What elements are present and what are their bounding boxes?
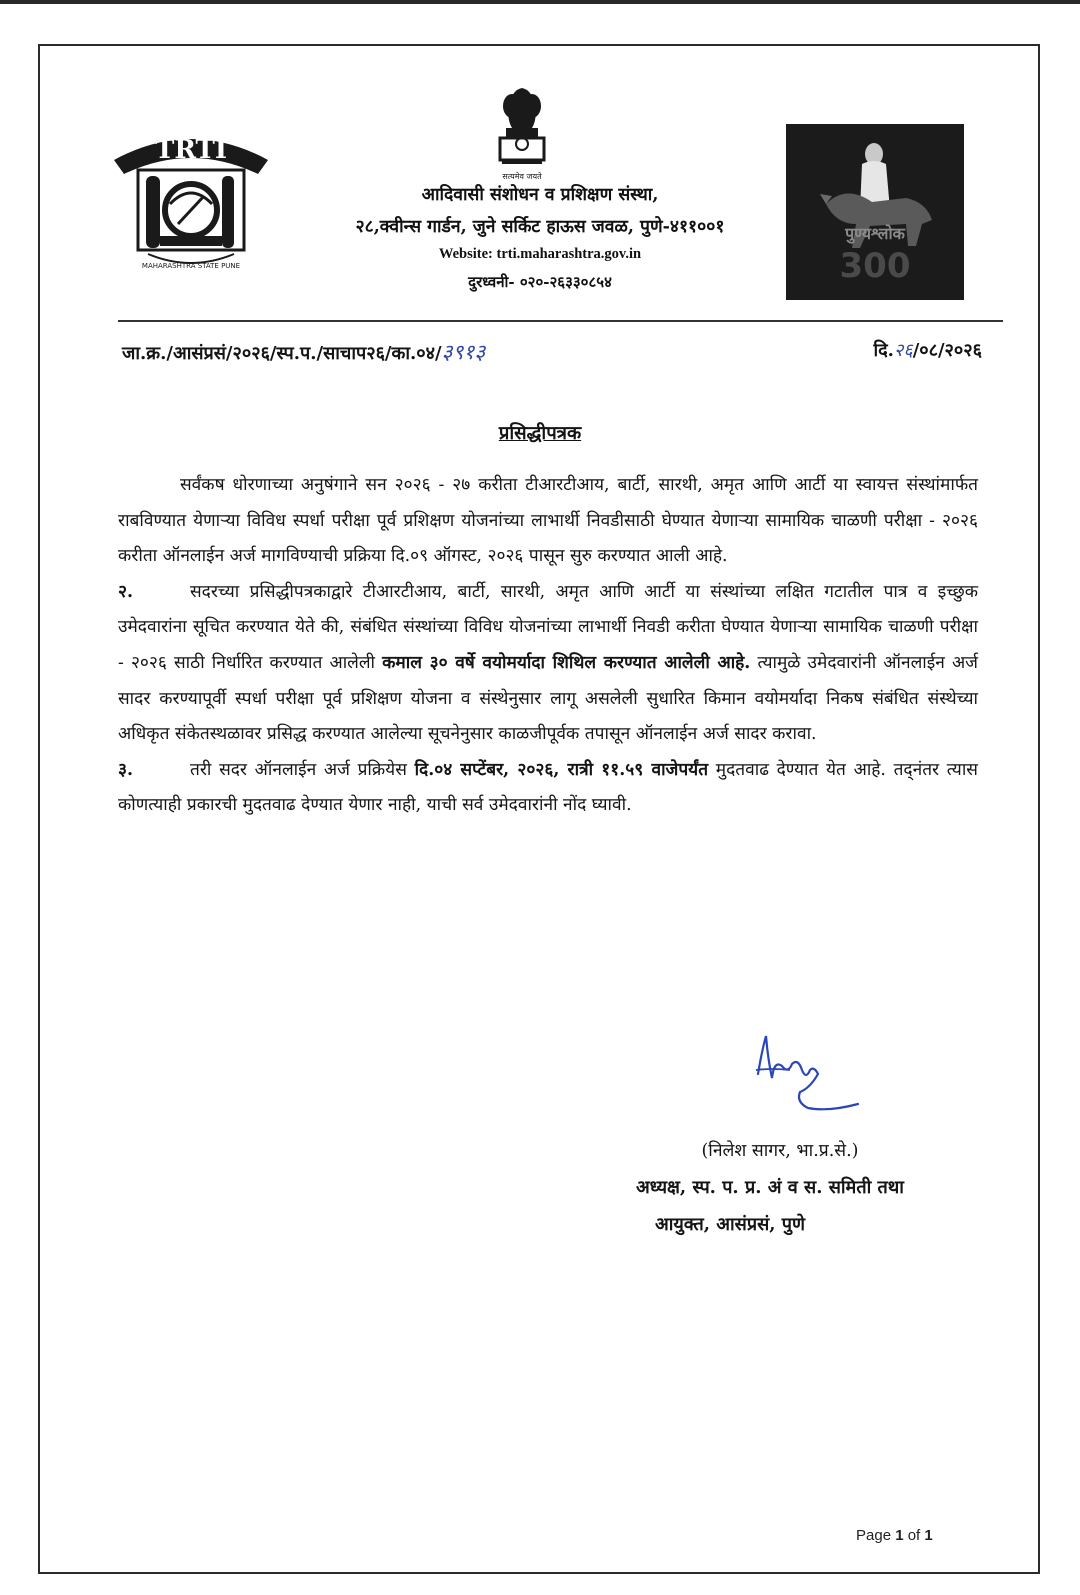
- paragraph-3-text-a: तरी सदर ऑनलाईन अर्ज प्रक्रियेस: [190, 759, 407, 780]
- signatory-name: (निलेश सागर, भा.प्र.से.): [701, 1141, 859, 1161]
- organization-phone: दुरध्वनी- ०२०-२६३३०८५४: [468, 273, 612, 291]
- photo-caption: पुण्यश्लोक: [845, 224, 905, 243]
- paragraph-1: [118, 468, 978, 575]
- page-total: 1: [924, 1527, 933, 1544]
- page-current: 1: [895, 1527, 904, 1544]
- document-subject: प्रसिद्धीपत्रक: [498, 423, 582, 444]
- commemorative-photo: [786, 124, 964, 300]
- paragraph-3-text-b: मुदतवाढ देण्यात येत आहे. तद्नंतर त्यास कोणत्याही प्रकारची मुदतवाढ देण्यात येणार नाही, याची सर्व उमेदवारांनी नोंद घ्यावी.: [118, 759, 978, 816]
- organization-website: Website: trti.maharashtra.gov.in: [438, 246, 642, 262]
- paragraph-2-text-a: सदरच्या प्रसिद्धीपत्रकाद्वारे टीआरटीआय, बार्टी, सारथी, अमृत आणि आर्टी या संस्थांच्या लक्षित गटातील पात्र व इच्छुक उमेदवारांना सूचित करण्यात येते की, संबंधित संस्थांच्या विविध योजनांच्या लाभार्थी निवडी करीता घेण्यात येणाऱ्या सामायिक चाळणी परीक्षा - २०२६ साठी निर्धारित करण्यात आलेली: [118, 581, 978, 673]
- signatory-designation: अध्यक्ष, स्प. प. प्र. अं व स. समिती तथा: [636, 1177, 904, 1198]
- signatory-office: आयुक्त, आसंप्रसं, पुणे: [654, 1214, 806, 1235]
- paragraph-2: [118, 575, 978, 753]
- scan-top-edge: [0, 0, 1080, 4]
- date-rest: /०८/२०२६: [912, 340, 982, 361]
- page-mid: of: [903, 1527, 925, 1544]
- paragraph-2-text-b: त्यामुळे उमेदवारांनी ऑनलाईन अर्ज सादर करण्यापूर्वी स्पर्धा परीक्षा पूर्व प्रशिक्षण योजना व संस्थेनुसार लागू असलेली सुधारित किमान वयोमर्यादा निकष संबंधित संस्थेच्या अधिकृत संकेतस्थळावर प्रसिद्ध करण्यात आलेल्या सूचनेनुसार काळजीपूर्वक तपासून ऑनलाईन अर्ज सादर करावा.: [118, 652, 978, 745]
- photo-number: 300: [839, 246, 911, 286]
- handwritten-reference: ३९१३: [441, 340, 486, 364]
- document-body: [118, 468, 978, 824]
- logo-bottom-text: MAHARASHTRA STATE PUNE: [141, 262, 241, 270]
- page-number: [856, 1527, 933, 1544]
- header-divider: [118, 320, 1003, 322]
- organization-name: आदिवासी संशोधन व प्रशिक्षण संस्था,: [421, 185, 659, 205]
- national-emblem-icon: [494, 84, 550, 180]
- organization-address: २८,क्वीन्स गार्डन, जुने सर्किट हाऊस जवळ, पुणे-४११००१: [355, 217, 725, 237]
- paragraph-3-number: ३.: [118, 759, 134, 780]
- date-prefix: दि.: [873, 340, 894, 361]
- logo-banner-text: TRTI: [154, 135, 228, 165]
- paragraph-2-number: २.: [118, 581, 134, 602]
- paragraph-3: [118, 753, 978, 824]
- paragraph-1-text: सर्वंकष धोरणाच्या अनुषंगाने सन २०२६ - २७ करीता टीआरटीआय, बार्टी, सारथी, अमृत आणि आर्टी या स्वायत्त संस्थांमार्फत राबविण्यात येणाऱ्या विविध स्पर्धा परीक्षा पूर्व प्रशिक्षण योजनांच्या लाभार्थी निवडीसाठी घेण्यात येणाऱ्या सामायिक चाळणी परीक्षा - २०२६ करीता ऑनलाईन अर्ज मागविण्याची प्रक्रिया दि.०९ ऑगस्ट, २०२६ पासून सुरु करण्यात आली आहे.: [118, 475, 978, 567]
- paragraph-2-bold: कमाल ३० वर्षे वयोमर्यादा शिथिल करण्यात आलेली आहे.: [382, 652, 751, 673]
- reference-text: जा.क्र./आसंप्रसं/२०२६/स्प.प./साचाप२६/का.०४/: [122, 343, 442, 364]
- reference-number: [122, 338, 485, 366]
- page-prefix: Page: [856, 1527, 896, 1544]
- document-date: [873, 338, 982, 362]
- paragraph-3-bold: दि.०४ सप्टेंबर, २०२६, रात्री ११.५९ वाजेपर्यंत: [414, 759, 709, 780]
- handwritten-date: २६: [893, 340, 913, 361]
- emblem-motto: सत्यमेव जयते: [502, 172, 542, 181]
- signature-scrawl: [752, 1030, 862, 1120]
